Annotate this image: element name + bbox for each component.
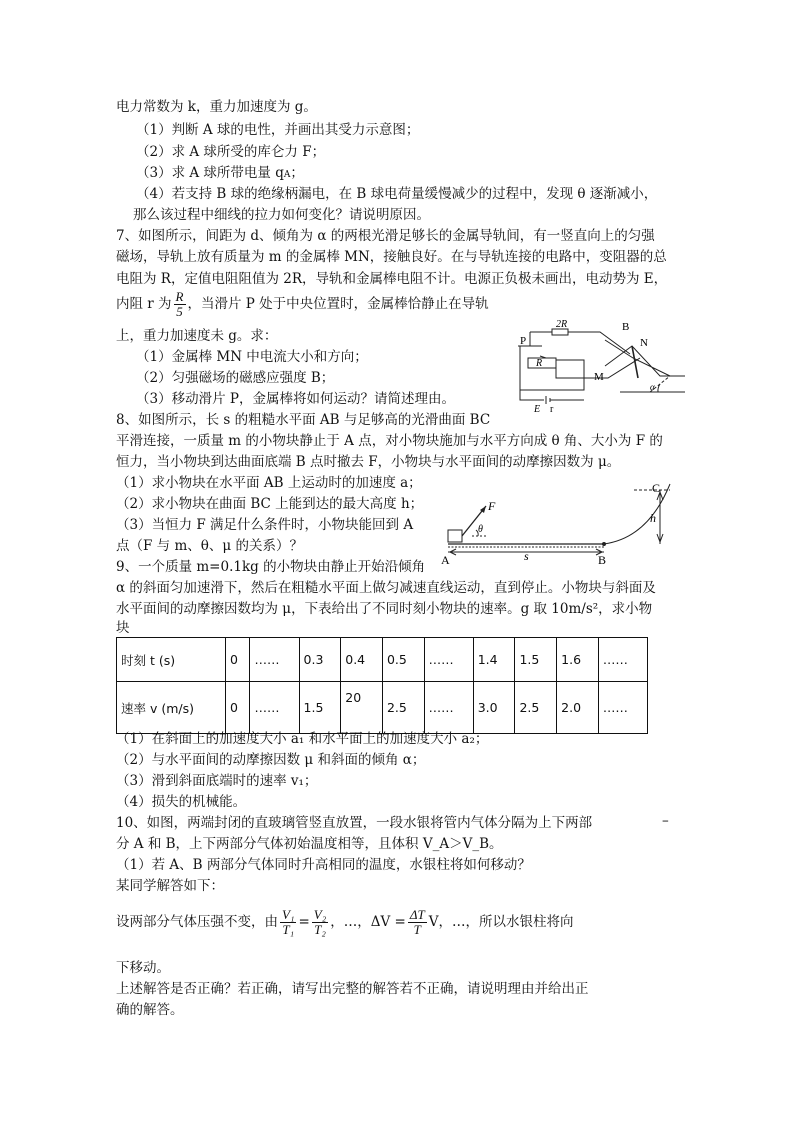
fraction-v1-t1: $\frac{\text{V₁}}{\text{T₁}}$ xyxy=(282,907,295,937)
problem-9-line-4: 块 xyxy=(116,620,130,636)
problem-9-question-2: （2）与水平面间的动摩擦因数 μ 和斜面的倾角 α； xyxy=(116,752,426,768)
velocity-table xyxy=(116,637,648,734)
problem-7-line-4: 内阻 r 为 $\frac{R}{5}$ ，当滑片 P 处于中央位置时，金属棒恰静止在导轨 xyxy=(116,289,489,319)
label-2r: 2R xyxy=(556,319,568,330)
fraction-v2-t2: $\frac{\text{V₂}}{\text{T₂}}$ xyxy=(313,907,327,937)
label-a: A xyxy=(441,553,450,567)
label-r-internal: r xyxy=(550,404,554,415)
label-b: B xyxy=(598,553,607,567)
problem-8-line-3: 恒力，当小物块到达曲面底端 B 点时撤去 F，小物块与水平面间的动摩擦因数为 μ。 xyxy=(116,454,621,470)
problem-8-line-2: 平滑连接，一质量 m 的小物块静止于 A 点，对小物块施加与水平方向成 θ 角、大小为 F 的 xyxy=(116,433,663,449)
problem-10-line-6: 下移动。 xyxy=(116,960,170,976)
label-p: P xyxy=(520,335,527,347)
fraction-r-over-5: $\frac{R}{5}$ xyxy=(175,289,184,319)
label-r: R xyxy=(536,358,543,369)
table-cell: 0 xyxy=(226,638,250,682)
problem-7-line-5: 上，重力加速度未 g。求： xyxy=(116,328,278,344)
table-cell: 时刻 t (s) xyxy=(117,638,226,682)
label-e: E xyxy=(534,404,541,415)
fraction-dt-t: $\frac{\Delta T}{T}$ xyxy=(409,907,425,937)
table-cell: 速率 v (m/s) xyxy=(117,682,226,734)
problem-9-line-1: 9、一个质量 m=0.1kg 的小物块由静止开始沿倾角 xyxy=(116,559,426,575)
table-cell: 0.4 xyxy=(341,638,383,682)
table-cell: …… xyxy=(250,682,299,734)
problem-8-line-1: 8、如图所示，长 s 的粗糙水平面 AB 与足够高的光滑曲面 BC xyxy=(116,412,491,428)
table-cell: 1.5 xyxy=(515,638,557,682)
table-cell: 0 xyxy=(226,682,250,734)
problem-8-question-2: （2）求小物块在曲面 BC 上能到达的最大高度 h； xyxy=(116,496,424,512)
label-m: M xyxy=(594,371,604,383)
problem-9-question-3: （3）滑到斜面底端时的速率 v₁； xyxy=(116,773,318,789)
question-6-2: （2）求 A 球所受的库仑力 F； xyxy=(136,144,326,160)
table-cell: 0.3 xyxy=(299,638,341,682)
problem-8-question-3-cont: 点（F 与 m、θ、μ 的关系）？ xyxy=(116,538,303,554)
table-cell: …… xyxy=(598,682,647,734)
label-theta: θ xyxy=(478,524,483,535)
problem-7-line-3: 电阻为 R，定值电阻阻值为 2R，导轨和金属棒电阻不计。电源正负极未画出，电动势为 E， xyxy=(116,271,668,287)
table-cell: 1.5 xyxy=(299,682,341,734)
problem-9-line-3: 水平面间的动摩擦因数均为 μ，下表给出了不同时刻小物块的速率。g 取 10m/s²，求小物 xyxy=(116,601,653,617)
label-b: B xyxy=(622,321,630,333)
label-s: s xyxy=(524,549,529,563)
problem-10-line-4: 某同学解答如下： xyxy=(116,878,224,894)
label-force-f: F xyxy=(488,499,496,513)
problem-8-question-1: （1）求小物块在水平面 AB 上运动时的加速度 a； xyxy=(116,475,422,491)
table-cell: 20 xyxy=(341,682,383,734)
problem-7-question-3: （3）移动滑片 P，金属棒将如何运动？请简述理由。 xyxy=(136,391,455,407)
table-cell: …… xyxy=(250,638,299,682)
problem-7-question-1: （1）金属棒 MN 中电流大小和方向； xyxy=(136,349,368,365)
problem-10-line-8: 确的解答。 xyxy=(116,1002,184,1018)
block-plane-figure xyxy=(438,480,678,570)
label-n: N xyxy=(640,337,648,349)
question-6-4: （4）若支持 B 球的绝缘柄漏电，在 B 球电荷量缓慢减少的过程中，发现 θ 逐渐减小， xyxy=(136,186,658,202)
dash-mark: – xyxy=(662,813,669,829)
problem-9-question-1: （1）在斜面上的加速度大小 a₁ 和水平面上的加速度大小 a₂； xyxy=(116,731,489,747)
table-row xyxy=(117,682,648,734)
question-6-3: （3）求 A 球所带电量 qA； xyxy=(136,165,304,181)
table-cell: 2.0 xyxy=(557,682,599,734)
question-6-1: （1）判断 A 球的电性，并画出其受力示意图； xyxy=(136,122,420,138)
text-line: 电力常数为 k，重力加速度为 g。 xyxy=(116,99,317,115)
problem-10-formula-line: 设两部分气体压强不变，由 $\frac{\text{V₁}}{\text{T₁}}$ = $\frac{\text{V₂}}{\text{T₂}}$ ，…，ΔV = $\frac{\Delta T}{T}$ V，…，所以水银柱将向 xyxy=(116,907,574,937)
problem-9-question-4: （4）损失的机械能。 xyxy=(116,794,247,810)
problem-10-question-1: （1）若 A、B 两部分气体同时升高相同的温度，水银柱将如何移动？ xyxy=(116,857,531,873)
table-cell: 3.0 xyxy=(473,682,515,734)
table-cell: 0.5 xyxy=(382,638,424,682)
label-c: C xyxy=(652,481,661,495)
label-alpha: α xyxy=(650,382,655,392)
problem-7-question-2: （2）匀强磁场的磁感应强度 B； xyxy=(136,370,335,386)
problem-10-line-1: 10、如图，两端封闭的直玻璃管竖直放置，一段水银将管内气体分隔为上下两部 xyxy=(116,815,593,831)
problem-8-question-3: （3）当恒力 F 满足什么条件时，小物块能回到 A xyxy=(116,517,414,533)
problem-10-line-7: 上述解答是否正确？若正确，请写出完整的解答若不正确，请说明理由并给出正 xyxy=(116,981,589,997)
problem-7-line-1: 7、如图所示，间距为 d、倾角为 α 的两根光滑足够长的金属导轨间，有一竖直向上的匀强 xyxy=(116,228,655,244)
table-row xyxy=(117,638,648,682)
table-cell: 2.5 xyxy=(515,682,557,734)
table-cell: …… xyxy=(424,682,473,734)
table-cell: 2.5 xyxy=(382,682,424,734)
circuit-rail-figure xyxy=(510,318,690,418)
problem-9-line-2: α 的斜面匀加速滑下，然后在粗糙水平面上做匀减速直线运动，直到停止。小物块与斜面及 xyxy=(116,580,656,596)
table-cell: …… xyxy=(424,638,473,682)
question-6-4-cont: 那么该过程中细线的拉力如何变化？请说明原因。 xyxy=(133,207,430,223)
table-cell: 1.4 xyxy=(473,638,515,682)
table-cell: 1.6 xyxy=(557,638,599,682)
problem-10-line-2: 分 A 和 B，上下两部分气体初始温度相等，且体积 V_A＞V_B。 xyxy=(116,836,503,852)
table-cell: …… xyxy=(598,638,647,682)
problem-7-line-2: 磁场，导轨上放有质量为 m 的金属棒 MN，接触良好。在与导轨连接的电路中，变阻器的总 xyxy=(116,249,667,265)
label-h: h xyxy=(650,511,656,525)
